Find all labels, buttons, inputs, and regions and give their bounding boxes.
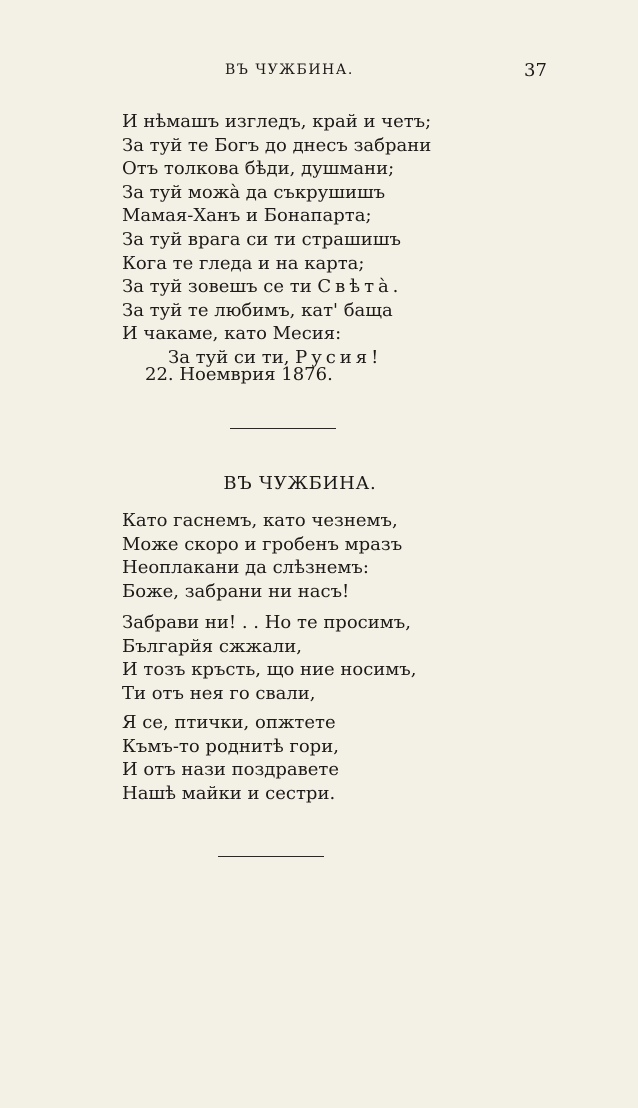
poem-line: Боже, забрани ни насъ! [122, 580, 350, 602]
poem-line: Българйя сжжали, [122, 635, 302, 657]
poem-line: Кога те гледа и на карта; [122, 252, 365, 274]
poem-line: Ти отъ нея го свали, [122, 682, 316, 704]
poem-line-text: За туй зовешъ се ти [122, 276, 318, 298]
end-divider [218, 856, 324, 857]
spaced-word: Русия! [295, 346, 383, 368]
poem-line: Мамая-Ханъ и Бонапарта; [122, 205, 372, 227]
poem1-stanza [122, 110, 431, 370]
poem-line: Къмъ-то роднитѣ гори, [122, 735, 339, 757]
poem-line: И тозъ кръсть, що ние носимъ, [122, 659, 417, 681]
poem-line: Като гаснемъ, като чезнемъ, [122, 510, 398, 531]
poem-line: Неоплакани да слѣзнемъ: [122, 557, 369, 579]
poem-line: За туй врага си ти страшишъ [122, 228, 401, 250]
poem-line: За туй можа̀ да съкрушишъ [122, 181, 386, 203]
page-number: 37 [524, 60, 547, 81]
poem-line: Нашѣ майки и сестри. [122, 782, 336, 804]
poem-line: Забрави ни! . . Но те просимъ, [122, 612, 411, 633]
poem-date: 22. Ноемврия 1876. [145, 364, 333, 385]
poem-line: Може скоро и гробенъ мразъ [122, 533, 403, 555]
spaced-word: Свѣта̀. [317, 276, 403, 298]
poem2-stanza-2 [122, 611, 416, 705]
poem-line: И отъ нази поздравете [122, 759, 340, 781]
running-title: ВЪ ЧУЖБИНА. [225, 62, 354, 78]
poem2-stanza-3 [122, 711, 339, 805]
section-divider [230, 428, 336, 429]
poem-line: И чакаме, като Месия: [122, 323, 342, 345]
poem-line: И нѣмашъ изгледъ, край и четъ; [122, 111, 432, 132]
poem-line: Отъ толкова бѣди, душмани; [122, 158, 395, 180]
poem-title-text: ВЪ ЧУЖБИНА. [223, 473, 377, 494]
poem-line [122, 275, 431, 299]
poem-line: За туй те Богъ до днесъ забрани [122, 134, 432, 156]
poem-title [0, 473, 638, 494]
poem-line: За туй те любимъ, кат' баща [122, 299, 393, 321]
poem-line-text: За туй си ти, [168, 346, 296, 368]
poem2-stanza-1 [122, 509, 402, 603]
poem-line: Я се, птички, опжтете [122, 712, 336, 733]
